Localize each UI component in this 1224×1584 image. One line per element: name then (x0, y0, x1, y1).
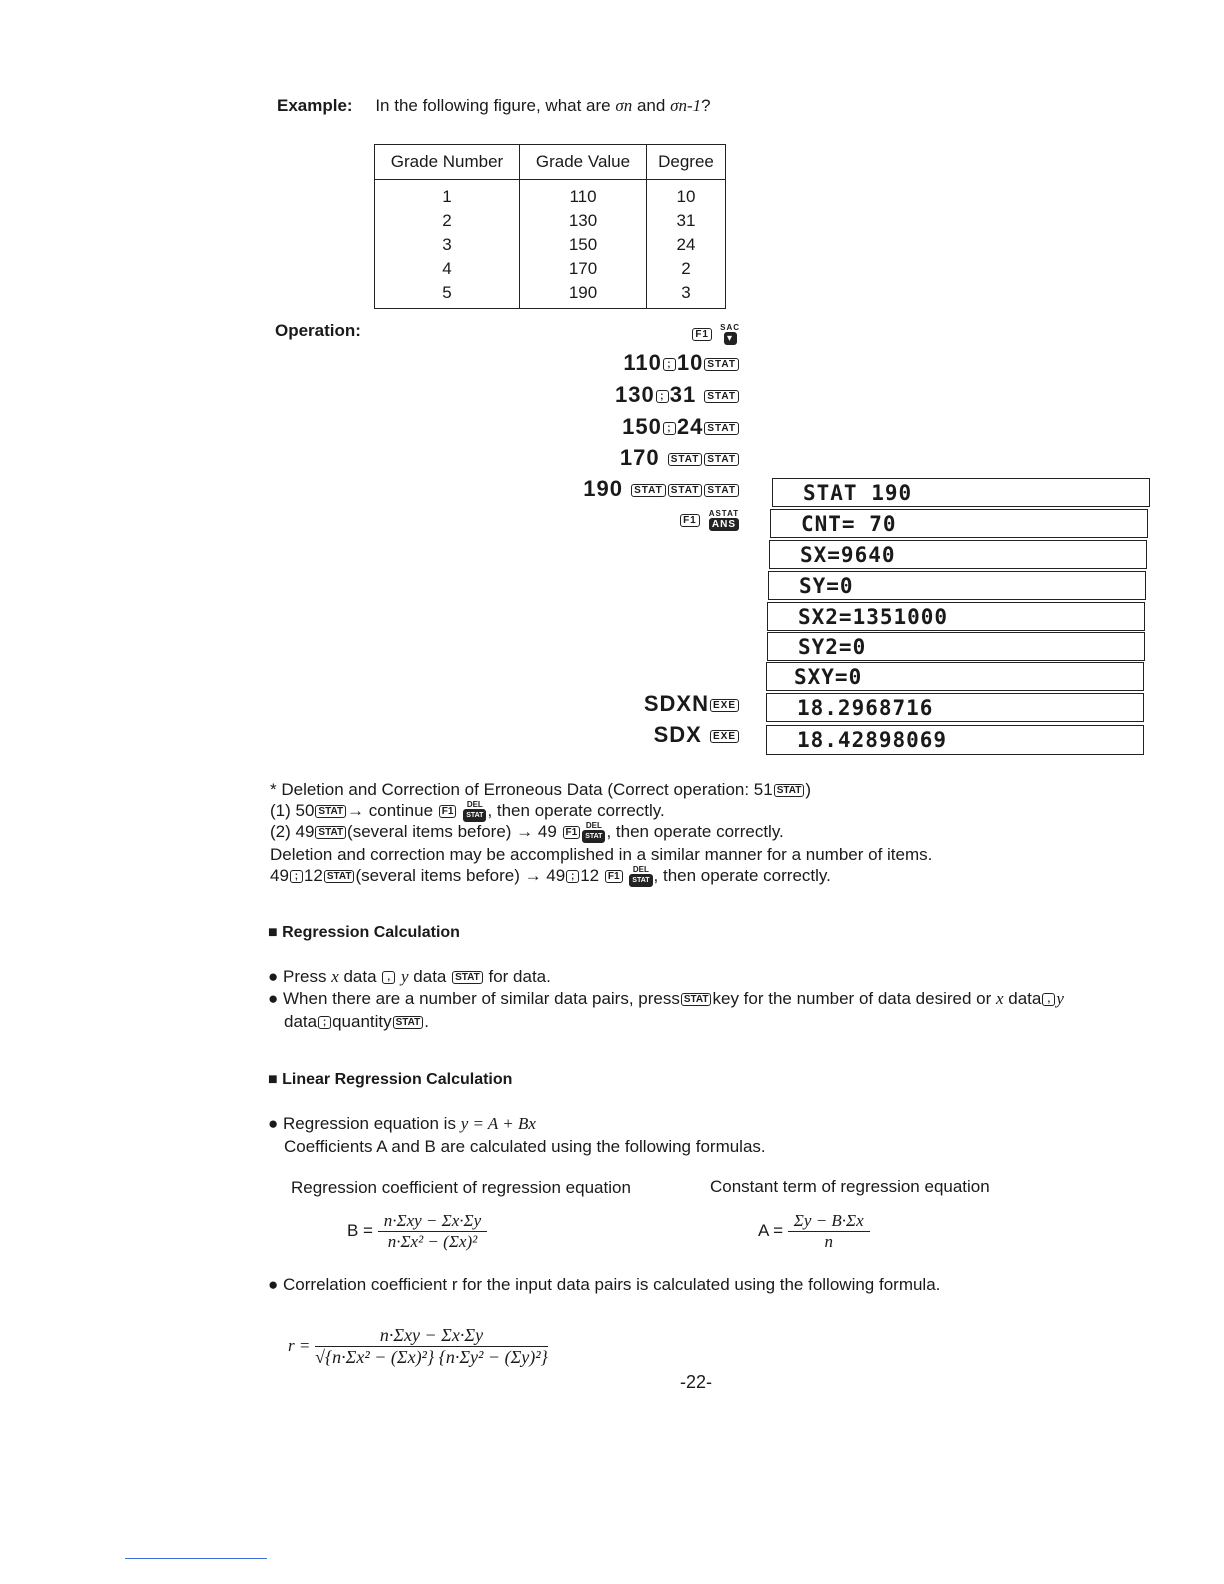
deletion-note-2 (270, 801, 665, 822)
table-cell: 24 (647, 233, 726, 257)
formula-a-numerator: Σy − B·Σx (788, 1211, 870, 1232)
deletion-text: (several items before) → 49 (347, 822, 557, 841)
regression-text: . (424, 1012, 429, 1031)
exe-key[interactable]: EXE (710, 699, 739, 712)
linear-heading (268, 1071, 512, 1089)
table-cell: 3 (375, 233, 520, 257)
example-question: In the following figure, what are (375, 96, 616, 115)
table-row (375, 281, 726, 309)
table-cell: 110 (520, 180, 647, 210)
table-row (375, 209, 726, 233)
semicolon-key[interactable]: ; (290, 870, 303, 883)
lcd-display-line: SY2=0 (767, 632, 1145, 661)
lcd-result-sdxn: 18.2968716 (766, 693, 1144, 722)
formula-r-denominator: √{n·Σx² − (Σx)²} {n·Σy² − (Σy)²} (315, 1347, 548, 1367)
stat-key[interactable]: STAT (668, 453, 703, 466)
deletion-text: 12 (303, 866, 323, 885)
deletion-text: (1) 50 (270, 801, 315, 820)
comma-key[interactable]: , (382, 971, 395, 984)
formula-r-lhs: r = (288, 1335, 311, 1355)
del-key[interactable] (462, 801, 487, 822)
x-var: x (995, 989, 1004, 1008)
del-key[interactable] (581, 822, 606, 843)
table-cell: 2 (647, 257, 726, 281)
bullet-icon: ● (268, 989, 279, 1008)
linear-heading-text: Linear Regression Calculation (282, 1071, 513, 1088)
del-stat-key: STAT (582, 830, 605, 843)
stat-key[interactable]: STAT (704, 390, 739, 403)
stat-key[interactable]: STAT (315, 805, 346, 818)
regression-bullet-2 (268, 989, 1064, 1009)
table-cell: 5 (375, 281, 520, 309)
square-bullet-icon: ■ (268, 924, 278, 941)
grade-table (374, 144, 726, 309)
coef-label: Regression coefficient of regression equation (291, 1178, 631, 1197)
linear-text: Regression equation is (283, 1114, 461, 1133)
formula-a-lhs: A = (758, 1220, 784, 1240)
scan-divider-line (125, 1558, 267, 1559)
op-value: 24 (676, 414, 704, 439)
op-line-astat (679, 506, 740, 532)
op-value: 130 (615, 382, 655, 407)
sdxn-command: SDXN (643, 691, 709, 716)
example-line (277, 96, 711, 116)
semicolon-key[interactable]: ; (566, 870, 579, 883)
del-key-label: DEL (466, 800, 483, 810)
correlation-text: Correlation coefficient r for the input data pairs is calculated using the following formula. (283, 1275, 941, 1294)
bullet-icon: ● (268, 1275, 279, 1294)
table-cell: 190 (520, 281, 647, 309)
table-cell: 2 (375, 209, 520, 233)
sac-key[interactable] (720, 324, 740, 345)
regression-text: Press (283, 967, 332, 986)
stat-key[interactable]: STAT (704, 453, 739, 466)
sac-key-body: ▾ (724, 332, 737, 345)
stat-key[interactable]: STAT (631, 484, 666, 497)
op-line-clear (691, 320, 740, 346)
formula-r (288, 1325, 548, 1368)
stat-key[interactable]: STAT (324, 870, 355, 883)
table-cell: 170 (520, 257, 647, 281)
stat-key[interactable]: STAT (704, 358, 739, 371)
header-grade-number: Grade Number (375, 145, 520, 180)
op-line-3 (622, 414, 740, 440)
lcd-display-line: STAT 190 (772, 478, 1150, 507)
example-label: Example: (277, 96, 353, 115)
f1-key[interactable]: F1 (605, 870, 623, 883)
formula-a-fraction (788, 1211, 870, 1252)
bullet-icon: ● (268, 967, 279, 986)
f1-key[interactable]: F1 (692, 328, 712, 341)
op-value: 170 (619, 445, 660, 470)
regression-text: data (338, 967, 382, 986)
semicolon-key[interactable]: ; (663, 422, 676, 435)
op-line-1 (623, 350, 740, 376)
formula-a (758, 1211, 870, 1252)
linear-coefficients-note: Coefficients A and B are calculated using the following formulas. (284, 1137, 766, 1156)
x-var: x (331, 967, 339, 986)
bullet-icon: ● (268, 1114, 279, 1133)
astat-key-label: ASTAT (708, 508, 740, 518)
semicolon-key[interactable]: ; (318, 1016, 331, 1029)
table-cell: 10 (647, 180, 726, 210)
regression-text: data (284, 1012, 318, 1031)
lcd-display-line: SX=9640 (769, 540, 1147, 569)
op-value: 110 (623, 350, 662, 375)
op-line-4 (620, 445, 740, 471)
deletion-note-5 (270, 866, 831, 887)
deletion-text: , then operate correctly. (487, 801, 665, 820)
table-row (375, 233, 726, 257)
table-cell: 3 (647, 281, 726, 309)
y-var: y (1056, 989, 1064, 1008)
formula-a-denominator: n (824, 1232, 833, 1251)
op-value: 190 (583, 476, 623, 501)
ans-key: ANS (709, 518, 739, 531)
deletion-text: 49 (270, 866, 289, 885)
regression-text: data (1003, 989, 1042, 1008)
op-line-2 (615, 382, 740, 408)
op-line-sdx (654, 722, 740, 748)
semicolon-key[interactable]: ; (656, 390, 669, 403)
regression-text: data (408, 967, 452, 986)
table-row (375, 257, 726, 281)
comma-key[interactable]: , (1042, 993, 1055, 1006)
exe-key[interactable]: EXE (710, 730, 739, 743)
regression-text: key for the number of data desired or (712, 989, 996, 1008)
stat-key[interactable]: STAT (315, 826, 346, 839)
deletion-note-1 (270, 780, 811, 800)
regression-bullet-1 (268, 967, 551, 987)
table-cell: 130 (520, 209, 647, 233)
sigma-n-1: σn-1 (670, 96, 702, 115)
stat-key[interactable]: STAT (452, 971, 483, 984)
op-value: 10 (676, 350, 704, 375)
table-cell: 1 (375, 180, 520, 210)
formula-b-fraction (378, 1211, 487, 1252)
regression-text: quantity (332, 1012, 392, 1031)
formula-b-numerator: n·Σxy − Σx·Σy (378, 1211, 487, 1232)
del-key[interactable] (628, 866, 653, 887)
stat-key[interactable]: STAT (774, 784, 805, 797)
deletion-text: , then operate correctly. (606, 822, 784, 841)
deletion-note-3 (270, 822, 784, 843)
deletion-text: , then operate correctly. (653, 866, 831, 885)
deletion-text: (several items before) → 49 (355, 866, 566, 885)
question-mark: ? (701, 96, 711, 115)
formula-r-fraction (315, 1325, 548, 1368)
table-cell: 150 (520, 233, 647, 257)
lcd-display-line: CNT= 70 (770, 509, 1148, 538)
stat-key[interactable]: STAT (681, 993, 712, 1006)
table-row (375, 180, 726, 210)
del-key-label: DEL (585, 821, 602, 831)
page-number: -22- (680, 1372, 713, 1392)
stat-key[interactable]: STAT (704, 422, 739, 435)
regression-text: for data. (483, 967, 551, 986)
table-header-row (375, 145, 726, 180)
sac-key-label: SAC (720, 322, 740, 332)
lcd-display-line: SX2=1351000 (767, 602, 1145, 631)
op-line-sdxn (644, 691, 740, 717)
stat-key[interactable]: STAT (704, 484, 739, 497)
del-stat-key: STAT (463, 809, 486, 822)
table-cell: 4 (375, 257, 520, 281)
sdx-command: SDX (653, 722, 702, 747)
regression-bullet-2-cont (284, 1012, 429, 1032)
regression-heading (268, 924, 460, 942)
and-word: and (632, 96, 671, 115)
del-stat-key: STAT (629, 874, 652, 887)
square-bullet-icon: ■ (268, 1071, 278, 1088)
f1-key[interactable]: F1 (680, 514, 700, 527)
f1-key[interactable]: F1 (563, 826, 581, 839)
stat-key[interactable]: STAT (393, 1016, 424, 1029)
op-value: 150 (622, 414, 662, 439)
table-cell: 31 (647, 209, 726, 233)
deletion-text: (2) 49 (270, 822, 315, 841)
lcd-display-line: SXY=0 (766, 662, 1144, 691)
regression-heading-text: Regression Calculation (282, 924, 460, 941)
formula-b (347, 1211, 487, 1252)
deletion-note-4: Deletion and correction may be accomplished in a similar manner for a number of items. (270, 845, 933, 864)
semicolon-key[interactable]: ; (663, 358, 676, 371)
header-degree: Degree (647, 145, 726, 180)
op-line-5 (583, 476, 740, 502)
deletion-text: * Deletion and Correction of Erroneous Data (Correct operation: 51 (270, 780, 773, 799)
f1-key[interactable]: F1 (439, 805, 457, 818)
lcd-display-line: SY=0 (768, 571, 1146, 600)
formula-b-lhs: B = (347, 1220, 373, 1240)
del-key-label: DEL (632, 865, 649, 875)
regression-text: When there are a number of similar data pairs, press (283, 989, 680, 1008)
operation-label: Operation: (275, 321, 361, 340)
deletion-text: ) (805, 780, 812, 799)
deletion-text: → continue (347, 801, 434, 820)
astat-key[interactable] (708, 510, 740, 531)
stat-key[interactable]: STAT (668, 484, 703, 497)
deletion-text: 12 (580, 866, 600, 885)
op-value: 31 (669, 382, 697, 407)
lcd-result-sdx: 18.42898069 (766, 725, 1144, 755)
header-grade-value: Grade Value (520, 145, 647, 180)
formula-b-denominator: n·Σx² − (Σx)² (387, 1232, 478, 1251)
linear-bullet-1 (268, 1114, 536, 1134)
sigma-n: σn (615, 96, 633, 115)
formula-r-numerator: n·Σxy − Σx·Σy (315, 1325, 548, 1347)
y-var: y (401, 967, 409, 986)
regression-equation: y = A + Bx (460, 1114, 536, 1133)
linear-bullet-2 (268, 1275, 940, 1295)
const-label: Constant term of regression equation (710, 1177, 990, 1196)
